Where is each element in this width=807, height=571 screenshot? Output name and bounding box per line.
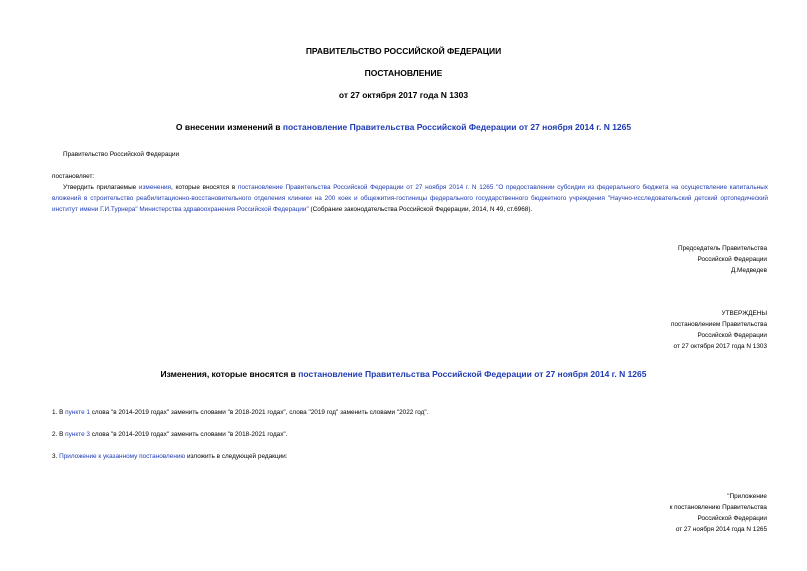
p1-text-d: (Собрание законодательства Российской Федерации, 2014, N 49, ст.6968). [308, 206, 533, 213]
item-1 [52, 407, 428, 418]
item-2-link[interactable]: пункте 3 [65, 431, 90, 438]
changes-title [0, 369, 807, 379]
appendix-line-3: Российской Федерации [697, 515, 767, 522]
government-rf-text: Правительство Российской Федерации [63, 151, 180, 158]
government-heading: ПРАВИТЕЛЬСТВО РОССИЙСКОЙ ФЕДЕРАЦИИ [305, 46, 502, 56]
approved-line-2: постановлением Правительства [671, 321, 767, 328]
signature-line-2: Российской Федерации [697, 256, 767, 263]
appendix-line-1: "Приложение [727, 493, 767, 500]
signature-line-1: Председатель Правительства [678, 245, 767, 252]
decree-date-number: от 27 октября 2017 года N 1303 [338, 90, 469, 100]
signature-line-3: Д.Медведев [730, 267, 767, 274]
changes-title-link[interactable]: постановление Правительства Российской Федерации от 27 ноября 2014 г. N 1265 [298, 369, 647, 379]
item-2-text-a: 2. В [52, 431, 66, 438]
paragraph-1 [52, 182, 768, 215]
item-1-text-a: 1. В [52, 409, 66, 416]
item-1-link[interactable]: пункте 1 [65, 409, 90, 416]
item-3-link[interactable]: Приложение к указанному постановлению [59, 453, 186, 460]
decree-1265-name-link[interactable]: "О предоставлении субсидии из федерального бюджета на осуществление капитальных вложений в строительство реабилитационно-восстановительного отделения клиники на 200 коек и общежития-гостиницы федерального государственного бюджетного учреждения "Научно-исследовательский детский ортопедический институт имени Г.И.Турнера" Министерства здравоохранения Российской Федерации" [52, 184, 768, 213]
appendix-block [670, 491, 767, 535]
changes-title-prefix: Изменения, которые вносятся в [160, 369, 299, 379]
item-2 [52, 429, 287, 440]
decree-title-prefix: О внесении изменений в [175, 122, 283, 132]
decree-title [0, 122, 807, 132]
item-1-text-b: слова "в 2014-2019 годах" заменить словами "в 2018-2021 годах", слова "2019 год" заменить словами "2022 год". [89, 409, 429, 416]
approved-block [671, 308, 767, 352]
approved-line-1: УТВЕРЖДЕНЫ [721, 310, 767, 317]
decree-1265-link[interactable]: постановление Правительства Российской Федерации от 27 ноября 2014 г. N 1265 [238, 184, 494, 191]
item-3-text-a: 3. [52, 453, 60, 460]
item-2-text-b: слова "в 2014-2019 годах" заменить словами "в 2018-2021 годах". [89, 431, 288, 438]
changes-link[interactable]: изменения [138, 184, 172, 191]
approved-line-4: от 27 октября 2017 года N 1303 [673, 343, 767, 350]
appendix-line-2: к постановлению Правительства [669, 504, 767, 511]
decree-title-link[interactable]: постановление Правительства Российской Федерации от 27 ноября 2014 г. N 1265 [282, 122, 632, 132]
approved-line-3: Российской Федерации [697, 332, 767, 339]
signature-block [678, 243, 767, 276]
appendix-line-4: от 27 ноября 2014 года N 1265 [675, 526, 767, 533]
item-3 [52, 451, 288, 462]
p1-text-b: , которые вносятся в [171, 184, 238, 191]
doc-type-heading: ПОСТАНОВЛЕНИЕ [364, 68, 443, 78]
p1-text-a: Утвердить прилагаемые [63, 184, 139, 191]
item-3-text-b: изложить в следующей редакции: [185, 453, 288, 460]
decrees-text: постановляет: [52, 173, 95, 180]
